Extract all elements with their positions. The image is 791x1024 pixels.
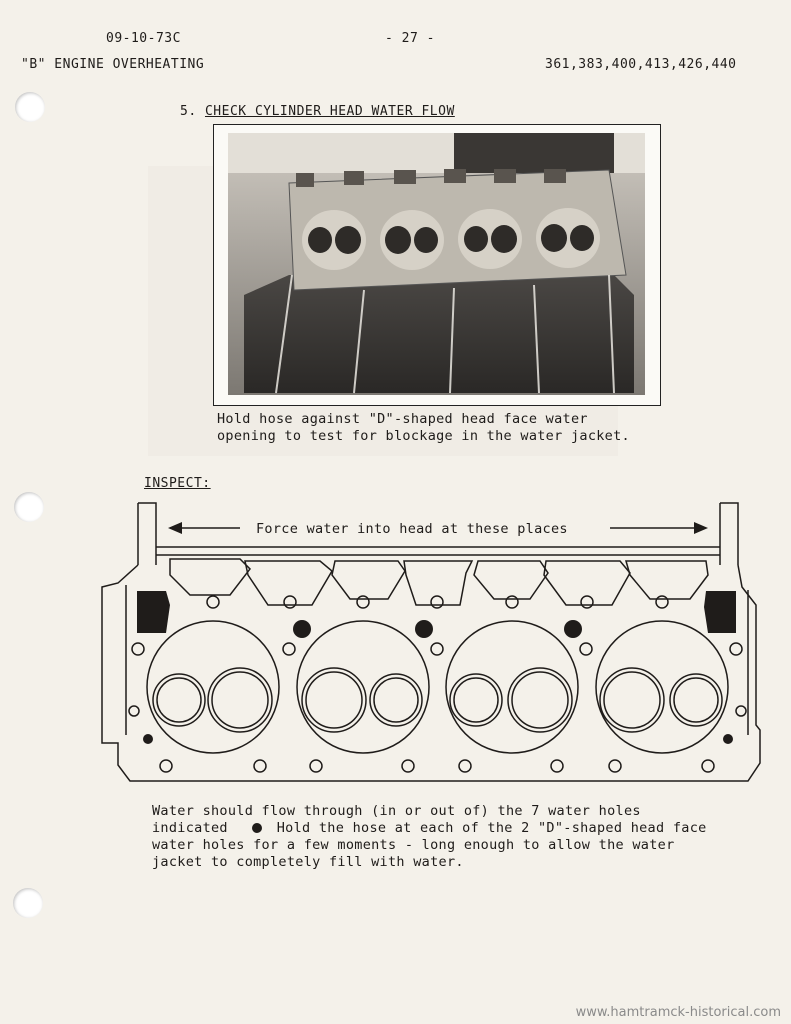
engine-photo-frame [213,124,661,406]
watermark: www.hamtramck-historical.com [575,1005,781,1020]
arrow-label: Force water into head at these places [250,521,574,538]
water-hole [415,620,433,638]
water-hole [143,734,153,744]
d-shaped-opening-left [137,591,170,633]
inspect-note: Water should flow through (in or out of) the 7 water holes indicated Hold the hose at each of the 2 "D"-shaped head face water holes for a few moments - long enough to allow the water jacket to completely fill with water. [152,803,707,870]
inspect-label: INSPECT: [144,476,211,491]
photo-caption: Hold hose against "D"-shaped head face water opening to test for blockage in the water jacket. [217,411,630,444]
d-shaped-opening-right [704,591,736,633]
water-hole [723,734,733,744]
binder-hole-bottom [13,888,43,918]
binder-hole-top [15,92,45,122]
doc-code: 09-10-73C [106,31,181,46]
cylinder-head-diagram [0,495,791,795]
water-hole [293,620,311,638]
section-heading [180,104,455,119]
engine-list: 361,383,400,413,426,440 [545,57,737,72]
step-number: 5. [180,104,197,119]
water-hole [564,620,582,638]
engine-photo [214,125,659,404]
page-number: - 27 - [385,31,435,46]
doc-title: "B" ENGINE OVERHEATING [21,57,205,72]
water-hole-bullet-icon [252,823,262,833]
section-title: CHECK CYLINDER HEAD WATER FLOW [204,104,455,119]
